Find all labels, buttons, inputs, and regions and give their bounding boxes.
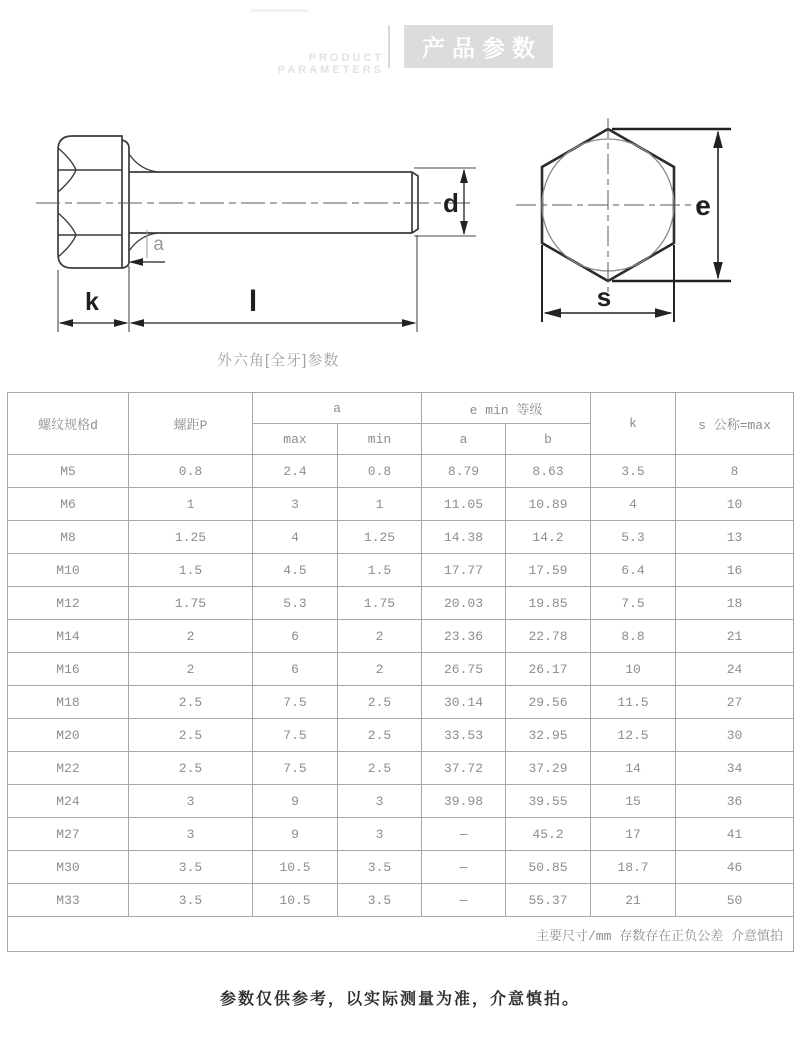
dimension-d bbox=[414, 168, 476, 236]
cell-a-max: 7.5 bbox=[253, 752, 338, 785]
cell-emin-b: 8.63 bbox=[506, 455, 591, 488]
cell-s: 30 bbox=[676, 719, 794, 752]
cell-thread-spec: M33 bbox=[8, 884, 129, 917]
cell-a-min: 1.5 bbox=[338, 554, 422, 587]
cell-thread-spec: M8 bbox=[8, 521, 129, 554]
cell-k: 12.5 bbox=[591, 719, 676, 752]
cell-a-max: 5.3 bbox=[253, 587, 338, 620]
table-row bbox=[8, 785, 794, 818]
cell-s: 27 bbox=[676, 686, 794, 719]
cell-a-max: 7.5 bbox=[253, 686, 338, 719]
table-row bbox=[8, 521, 794, 554]
section-title-box bbox=[404, 25, 553, 68]
col-header-s: s 公称=max bbox=[676, 393, 794, 455]
cell-a-min: 1.25 bbox=[338, 521, 422, 554]
cell-s: 16 bbox=[676, 554, 794, 587]
cell-emin-a: — bbox=[422, 818, 506, 851]
cell-s: 13 bbox=[676, 521, 794, 554]
cell-emin-b: 22.78 bbox=[506, 620, 591, 653]
cell-emin-a: 8.79 bbox=[422, 455, 506, 488]
cell-pitch: 3 bbox=[129, 785, 253, 818]
cell-thread-spec: M14 bbox=[8, 620, 129, 653]
table-row bbox=[8, 587, 794, 620]
cell-s: 8 bbox=[676, 455, 794, 488]
cell-emin-b: 17.59 bbox=[506, 554, 591, 587]
cell-thread-spec: M22 bbox=[8, 752, 129, 785]
section-title: 产品参数 bbox=[422, 35, 542, 61]
cell-emin-a: 26.75 bbox=[422, 653, 506, 686]
cell-k: 18.7 bbox=[591, 851, 676, 884]
table-row bbox=[8, 719, 794, 752]
cell-emin-b: 10.89 bbox=[506, 488, 591, 521]
table-row bbox=[8, 686, 794, 719]
dimension-k-label: k bbox=[85, 288, 99, 316]
cell-thread-spec: M20 bbox=[8, 719, 129, 752]
cell-pitch: 1 bbox=[129, 488, 253, 521]
cell-emin-b: 26.17 bbox=[506, 653, 591, 686]
cell-k: 4 bbox=[591, 488, 676, 521]
table-row bbox=[8, 818, 794, 851]
section-subtitle-en: PRODUCT PARAMETERS bbox=[277, 52, 384, 76]
cell-pitch: 3 bbox=[129, 818, 253, 851]
cell-emin-a: 23.36 bbox=[422, 620, 506, 653]
cell-emin-a: 39.98 bbox=[422, 785, 506, 818]
bolt-side-view bbox=[36, 136, 472, 268]
dimension-l bbox=[131, 285, 415, 323]
table-row bbox=[8, 620, 794, 653]
cell-k: 11.5 bbox=[591, 686, 676, 719]
cell-a-min: 0.8 bbox=[338, 455, 422, 488]
cell-k: 17 bbox=[591, 818, 676, 851]
cell-emin-a: 14.38 bbox=[422, 521, 506, 554]
dimension-s-label: s bbox=[596, 282, 612, 312]
bolt-technical-drawing bbox=[0, 98, 800, 343]
cell-thread-spec: M10 bbox=[8, 554, 129, 587]
cell-a-max: 3 bbox=[253, 488, 338, 521]
cell-a-min: 2.5 bbox=[338, 752, 422, 785]
cell-emin-b: 45.2 bbox=[506, 818, 591, 851]
cell-pitch: 3.5 bbox=[129, 851, 253, 884]
col-header-pitch: 螺距P bbox=[129, 393, 253, 455]
cell-a-min: 1.75 bbox=[338, 587, 422, 620]
table-row bbox=[8, 455, 794, 488]
table-footnote: 主要尺寸/mm 存数存在正负公差 介意慎拍 bbox=[8, 917, 794, 952]
cell-emin-a: — bbox=[422, 851, 506, 884]
col-subheader-e-b: b bbox=[506, 424, 591, 455]
cell-s: 46 bbox=[676, 851, 794, 884]
cell-emin-b: 50.85 bbox=[506, 851, 591, 884]
cell-pitch: 2 bbox=[129, 620, 253, 653]
cell-emin-a: 37.72 bbox=[422, 752, 506, 785]
spec-table-body bbox=[8, 455, 794, 917]
cell-pitch: 1.25 bbox=[129, 521, 253, 554]
diagram-caption: 外六角[全牙]参数 bbox=[217, 352, 340, 369]
col-header-k: k bbox=[591, 393, 676, 455]
cell-a-max: 7.5 bbox=[253, 719, 338, 752]
cell-k: 5.3 bbox=[591, 521, 676, 554]
footer-disclaimer: 参数仅供参考，以实际测量为准，介意慎拍。 bbox=[219, 991, 580, 1008]
dimension-a-label: a bbox=[153, 234, 165, 256]
cell-a-min: 3 bbox=[338, 818, 422, 851]
cell-a-min: 2 bbox=[338, 653, 422, 686]
cell-thread-spec: M27 bbox=[8, 818, 129, 851]
cell-a-max: 10.5 bbox=[253, 851, 338, 884]
washer-face bbox=[122, 140, 129, 268]
cell-emin-a: 20.03 bbox=[422, 587, 506, 620]
cell-k: 8.8 bbox=[591, 620, 676, 653]
col-subheader-a-max: max bbox=[253, 424, 338, 455]
table-row bbox=[8, 554, 794, 587]
extension-lines bbox=[58, 235, 417, 332]
cell-a-min: 2.5 bbox=[338, 719, 422, 752]
table-row bbox=[8, 653, 794, 686]
spec-table bbox=[7, 392, 794, 952]
cell-emin-a: 30.14 bbox=[422, 686, 506, 719]
cell-pitch: 2.5 bbox=[129, 752, 253, 785]
cell-a-max: 9 bbox=[253, 818, 338, 851]
cell-s: 36 bbox=[676, 785, 794, 818]
cell-a-max: 6 bbox=[253, 653, 338, 686]
col-group-a: a bbox=[253, 393, 422, 424]
cell-a-max: 6 bbox=[253, 620, 338, 653]
cell-pitch: 1.5 bbox=[129, 554, 253, 587]
cell-k: 7.5 bbox=[591, 587, 676, 620]
cell-a-max: 10.5 bbox=[253, 884, 338, 917]
header-divider bbox=[388, 25, 390, 68]
cell-a-min: 2 bbox=[338, 620, 422, 653]
cell-thread-spec: M12 bbox=[8, 587, 129, 620]
cell-thread-spec: M24 bbox=[8, 785, 129, 818]
table-row bbox=[8, 488, 794, 521]
cell-k: 3.5 bbox=[591, 455, 676, 488]
cell-pitch: 2.5 bbox=[129, 686, 253, 719]
cell-pitch: 3.5 bbox=[129, 884, 253, 917]
cell-k: 21 bbox=[591, 884, 676, 917]
table-row bbox=[8, 851, 794, 884]
cell-pitch: 2 bbox=[129, 653, 253, 686]
decorative-smudge bbox=[250, 9, 308, 12]
cell-thread-spec: M30 bbox=[8, 851, 129, 884]
cell-pitch: 0.8 bbox=[129, 455, 253, 488]
cell-a-max: 9 bbox=[253, 785, 338, 818]
cell-pitch: 2.5 bbox=[129, 719, 253, 752]
cell-a-min: 1 bbox=[338, 488, 422, 521]
dimension-k bbox=[60, 288, 127, 323]
cell-s: 34 bbox=[676, 752, 794, 785]
cell-k: 10 bbox=[591, 653, 676, 686]
col-subheader-a-min: min bbox=[338, 424, 422, 455]
cell-thread-spec: M6 bbox=[8, 488, 129, 521]
cell-a-max: 2.4 bbox=[253, 455, 338, 488]
cell-k: 15 bbox=[591, 785, 676, 818]
cell-s: 24 bbox=[676, 653, 794, 686]
cell-emin-b: 29.56 bbox=[506, 686, 591, 719]
cell-s: 10 bbox=[676, 488, 794, 521]
cell-emin-a: 33.53 bbox=[422, 719, 506, 752]
cell-a-max: 4.5 bbox=[253, 554, 338, 587]
cell-emin-b: 55.37 bbox=[506, 884, 591, 917]
cell-emin-b: 19.85 bbox=[506, 587, 591, 620]
cell-emin-a: — bbox=[422, 884, 506, 917]
cell-s: 18 bbox=[676, 587, 794, 620]
cell-a-max: 4 bbox=[253, 521, 338, 554]
table-row bbox=[8, 752, 794, 785]
col-header-thread-spec: 螺纹规格d bbox=[8, 393, 129, 455]
cell-emin-b: 39.55 bbox=[506, 785, 591, 818]
spec-table-header bbox=[8, 393, 794, 455]
col-subheader-e-a: a bbox=[422, 424, 506, 455]
cell-a-min: 3.5 bbox=[338, 884, 422, 917]
cell-emin-a: 17.77 bbox=[422, 554, 506, 587]
cell-emin-b: 32.95 bbox=[506, 719, 591, 752]
cell-thread-spec: M16 bbox=[8, 653, 129, 686]
dimension-d-label: d bbox=[443, 188, 459, 218]
dimension-l-label: l bbox=[248, 285, 258, 318]
table-row bbox=[8, 884, 794, 917]
cell-k: 6.4 bbox=[591, 554, 676, 587]
cell-k: 14 bbox=[591, 752, 676, 785]
cell-s: 41 bbox=[676, 818, 794, 851]
cell-emin-b: 14.2 bbox=[506, 521, 591, 554]
cell-pitch: 1.75 bbox=[129, 587, 253, 620]
cell-thread-spec: M5 bbox=[8, 455, 129, 488]
cell-emin-a: 11.05 bbox=[422, 488, 506, 521]
cell-thread-spec: M18 bbox=[8, 686, 129, 719]
cell-emin-b: 37.29 bbox=[506, 752, 591, 785]
cell-s: 21 bbox=[676, 620, 794, 653]
dimension-e-label: e bbox=[695, 190, 711, 221]
dimension-a bbox=[130, 230, 165, 262]
cell-a-min: 3 bbox=[338, 785, 422, 818]
cell-a-min: 2.5 bbox=[338, 686, 422, 719]
col-group-e-min: e min 等级 bbox=[422, 393, 591, 424]
cell-a-min: 3.5 bbox=[338, 851, 422, 884]
cell-s: 50 bbox=[676, 884, 794, 917]
